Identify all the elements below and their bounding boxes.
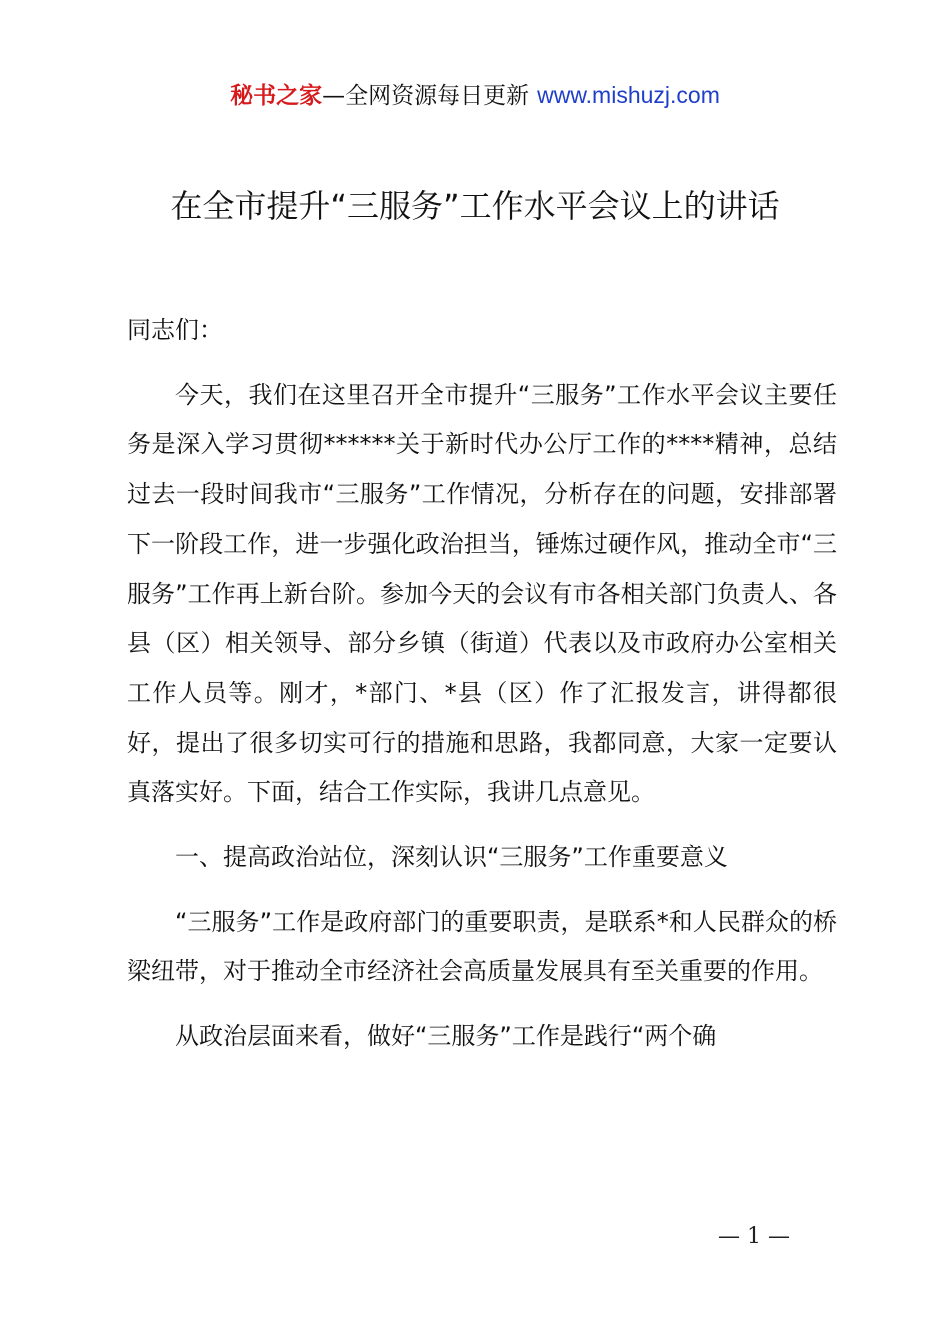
page-number: — 1 — — [718, 1224, 790, 1249]
document-body — [127, 306, 837, 1077]
section-heading: 一、提高政治站位，深刻认识“三服务”工作重要意义 — [175, 843, 728, 872]
brand-name: 秘书之家 — [230, 83, 323, 109]
site-header — [0, 78, 950, 113]
header-slogan: 全网资源每日更新 — [345, 83, 530, 109]
greeting: 同志们： — [127, 316, 223, 344]
document-title: 在全市提升“三服务”工作水平会议上的讲话 — [170, 187, 780, 225]
site-url-link[interactable]: www.mishuzj.com — [537, 82, 720, 108]
section-paragraph: 从政治层面来看，做好“三服务”工作是践行“两个确 — [175, 1022, 717, 1051]
intro-paragraph: 今天，我们在这里召开全市提升“三服务”工作水平会议主要任务是深入学习贯彻******关于新时代办公厅工作的****精神，总结过去一段时间我市“三服务”工作情况，分析存在的问题，安排部署下一阶段工作，进一步强化政治担当，锤炼过硬作风，推动全市“三服务”工作再上新台阶。参加今天的会议有市各相关部门负责人、各县（区）相关领导、部分乡镇（街道）代表以及市政府办公室相关工作人员等。刚才，*部门、*县（区）作了汇报发言，讲得都很好，提出了很多切实可行的措施和思路，我都同意，大家一定要认真落实好。下面，结合工作实际，我讲几点意见。 — [127, 380, 837, 807]
header-dash: — — [322, 83, 346, 109]
section-paragraph: “三服务”工作是政府部门的重要职责，是联系*和人民群众的桥梁纽带，对于推动全市经济社会高质量发展具有至关重要的作用。 — [127, 907, 837, 986]
